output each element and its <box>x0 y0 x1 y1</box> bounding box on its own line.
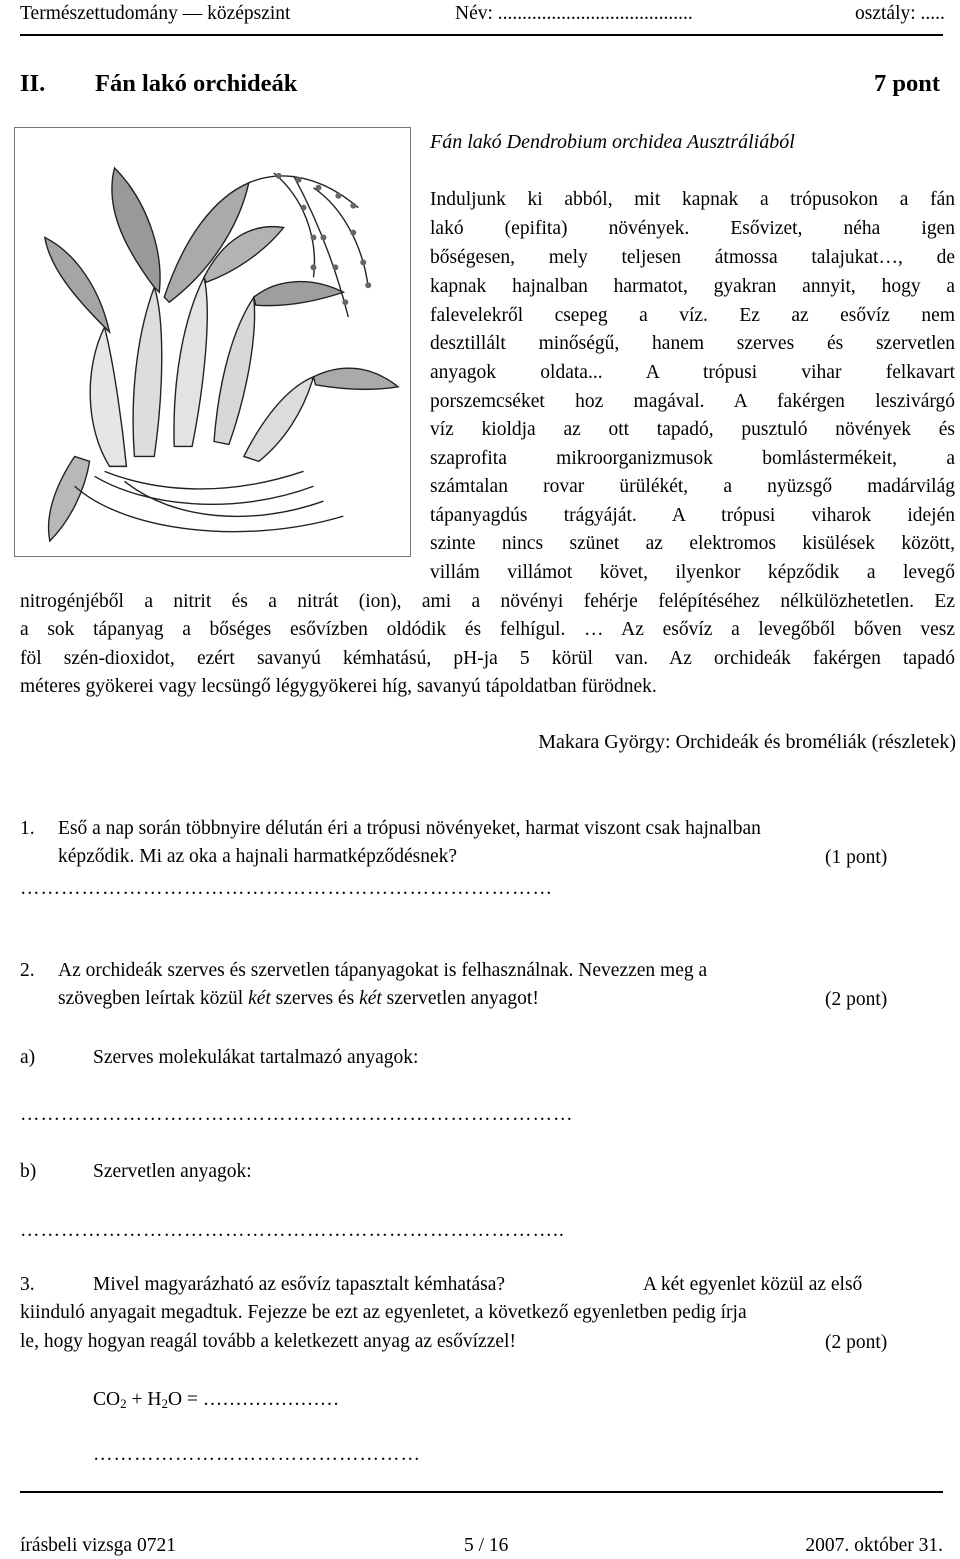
section-title: Fán lakó orchideák <box>95 70 298 97</box>
footer-exam-code: írásbeli vizsga 0721 <box>20 1535 176 1556</box>
question-1-points: (1 pont) <box>825 847 888 868</box>
passage-source: Makara György: Orchideák és broméliák (részletek) <box>538 731 956 753</box>
footer-date: 2007. október 31. <box>805 1535 943 1556</box>
orchid-illustration <box>14 127 411 557</box>
question-3-number: 3. <box>20 1274 35 1295</box>
passage-line: villám villámot követ, ilyenkor képződik a levegő <box>430 562 955 583</box>
passage-line: víz kioldja az ott tapadó, pusztuló növények és <box>430 419 955 440</box>
question-2-points: (2 pont) <box>825 989 888 1010</box>
question-1-line: képződik. Mi az oka a hajnali harmatképződésnek? <box>58 846 458 867</box>
passage-line: a sok tápanyag a bőséges esővízben oldódik és felhígul. … Az esővíz a levegőből bőven vesz <box>20 619 955 640</box>
equation-text: + H <box>126 1389 162 1410</box>
question-2-text: szerves és <box>270 988 360 1009</box>
emphasis: két <box>248 988 271 1009</box>
question-2a-label: a) <box>20 1047 36 1068</box>
footer-page-number: 5 / 16 <box>464 1535 509 1556</box>
equation-1 <box>93 1386 339 1418</box>
question-2-text: szövegben leírtak közül <box>58 988 249 1009</box>
passage-line: nitrogénjéből a nitrit és a nitrát (ion), ami a növényi fehérje felépítéséhez nélkülözhetetlen. Ez <box>20 591 955 612</box>
header-subject: Természettudomány — középszint <box>20 3 291 24</box>
passage-line: föl szén-dioxidot, ezért savanyú kémhatású, pH-ja 5 körül van. Az orchideák fakérgen tapadó <box>20 648 955 669</box>
question-3-line: Mivel magyarázható az esővíz tapasztalt kémhatása? <box>93 1274 506 1295</box>
section-number: II. <box>20 70 46 97</box>
header-name-label: Név: ........................................ <box>455 3 693 24</box>
passage-line: desztillált minőségű, hanem szerves és szervetlen <box>430 333 955 354</box>
question-2-text: szervetlen anyagot! <box>381 988 539 1009</box>
equation-text: O = <box>167 1389 203 1410</box>
subscript: 2 <box>161 1396 168 1411</box>
footer-rule <box>20 1491 943 1493</box>
question-2b-label: b) <box>20 1161 37 1182</box>
question-2b-text: Szervetlen anyagok: <box>93 1161 252 1182</box>
subscript: 2 <box>120 1396 127 1411</box>
passage-line: Induljunk ki abból, mit kapnak a trópusokon a fán <box>430 189 955 210</box>
equation-1-answer-line[interactable]: ………………… <box>202 1389 340 1410</box>
passage-line: porszemcséket hoz magával. A fakérgen leszivárgó <box>430 391 955 412</box>
passage-line: méteres gyökerei vagy lecsüngő légygyökerei híg, savanyú tápoldatban fürödnek. <box>20 676 657 697</box>
passage-line: falevelekről csepeg a víz. Ez az esővíz nem <box>430 305 955 326</box>
passage-line: anyagok oldata... A trópusi vihar felkavart <box>430 362 955 383</box>
passage-line: szaprofita mikroorganizmusok bomlástermékeit, a <box>430 448 955 469</box>
header-class-label: osztály: ..... <box>855 3 945 24</box>
question-2b-answer-line[interactable]: …………………………………………………………………….. <box>20 1220 565 1241</box>
section-points: 7 pont <box>873 70 940 97</box>
question-1-line: Eső a nap során többnyire délután éri a trópusi növényeket, harmat viszont csak hajnalban <box>58 818 761 839</box>
question-2a-text: Szerves molekulákat tartalmazó anyagok: <box>93 1047 419 1068</box>
question-2-line <box>58 985 539 1013</box>
question-2a-answer-line[interactable]: ……………………………………………………………………… <box>20 1104 574 1125</box>
header-rule <box>20 34 943 36</box>
question-2-line: Az orchideák szerves és szervetlen tápanyagokat is felhasználnak. Nevezzen meg a <box>58 960 708 981</box>
equation-2-answer-line[interactable]: ………………………………………… <box>93 1444 421 1465</box>
passage-line: számtalan rovar ürülékét, a nyüzsgő madárvilág <box>430 476 955 497</box>
figure-caption: Fán lakó Dendrobium orchidea Ausztráliából <box>430 131 795 153</box>
question-3-line: A két egyenlet közül az első <box>643 1274 863 1295</box>
passage-line: bőségesen, mely teljesen átmossa talajukat…, de <box>430 247 955 268</box>
question-3-line: kiinduló anyagait megadtuk. Fejezze be ezt az egyenletet, a következő egyenletben pedig írja <box>20 1302 747 1323</box>
orchid-drawing <box>15 128 410 556</box>
passage-line: kapnak hajnalban harmatot, gyakran annyit, hogy a <box>430 276 955 297</box>
emphasis: két <box>359 988 382 1009</box>
question-2-number: 2. <box>20 960 35 981</box>
question-1-answer-line[interactable]: …………………………………………………………………… <box>20 878 553 899</box>
passage-line: tápanyagdús trágyáját. A trópusi viharok idején <box>430 505 955 526</box>
question-3-points: (2 pont) <box>825 1332 888 1353</box>
passage-line: szinte nincs szünet az elektromos kisülések között, <box>430 533 955 554</box>
question-1-number: 1. <box>20 818 35 839</box>
equation-text: CO <box>93 1389 121 1410</box>
question-3-line: le, hogy hogyan reagál tovább a keletkezett anyag az esővízzel! <box>20 1331 516 1352</box>
passage-line: lakó (epifita) növények. Esővizet, néha igen <box>430 218 955 239</box>
